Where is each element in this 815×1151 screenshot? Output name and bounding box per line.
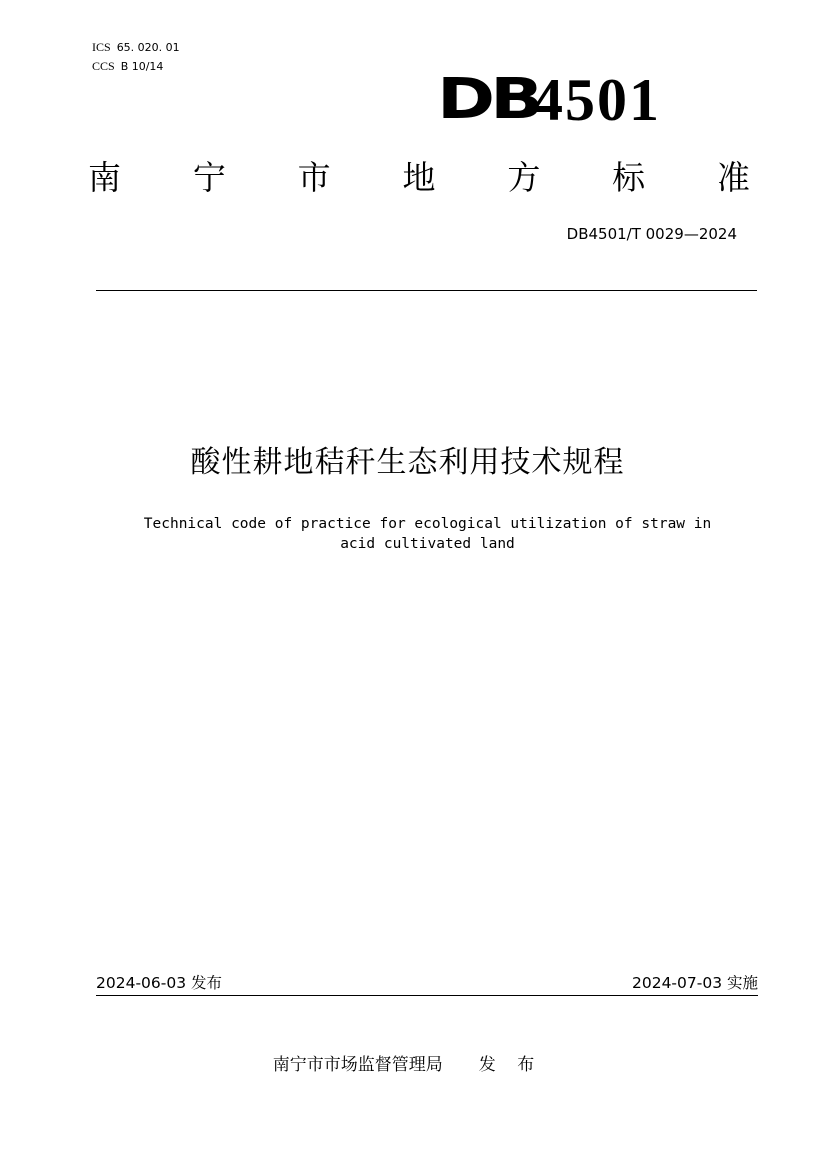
- issuer-name: 南宁市市场监督管理局: [272, 1055, 443, 1075]
- standard-category-title: [88, 156, 750, 200]
- category-char: 市: [297, 158, 331, 197]
- logo-number: 4501: [533, 67, 661, 133]
- document-title-en: [100, 514, 755, 554]
- ics-code: [92, 40, 180, 55]
- ics-label: ICS: [92, 40, 111, 54]
- document-title-cn: 酸性耕地秸秆生态利用技术规程: [190, 445, 625, 480]
- issuer-action: 发 布: [478, 1055, 543, 1075]
- implementation-date: 2024-07-03 实施: [631, 974, 758, 992]
- category-char: 准: [716, 158, 750, 197]
- issue-date: 2024-06-03 发布: [96, 974, 223, 992]
- category-char: 地: [402, 158, 436, 197]
- header-divider: [96, 290, 757, 291]
- ccs-code: [92, 59, 180, 74]
- ccs-label: CCS: [92, 59, 115, 73]
- classification-codes: [92, 40, 180, 74]
- ccs-value: B 10/14: [120, 60, 164, 73]
- title-en-line: acid cultivated land: [340, 536, 515, 552]
- logo-prefix: DB: [437, 67, 539, 132]
- category-char: 南: [88, 158, 121, 197]
- category-char: 方: [507, 158, 541, 197]
- title-en-line: Technical code of practice for ecological utilization of straw in: [143, 516, 712, 532]
- standard-logo: [437, 67, 661, 133]
- issuing-authority: [0, 1053, 815, 1077]
- category-char: 标: [612, 158, 646, 197]
- footer-divider: [96, 995, 758, 996]
- ics-value: 65. 020. 01: [116, 41, 180, 54]
- category-char: 宁: [192, 158, 226, 197]
- standard-number: DB4501/T 0029—2024: [566, 225, 737, 243]
